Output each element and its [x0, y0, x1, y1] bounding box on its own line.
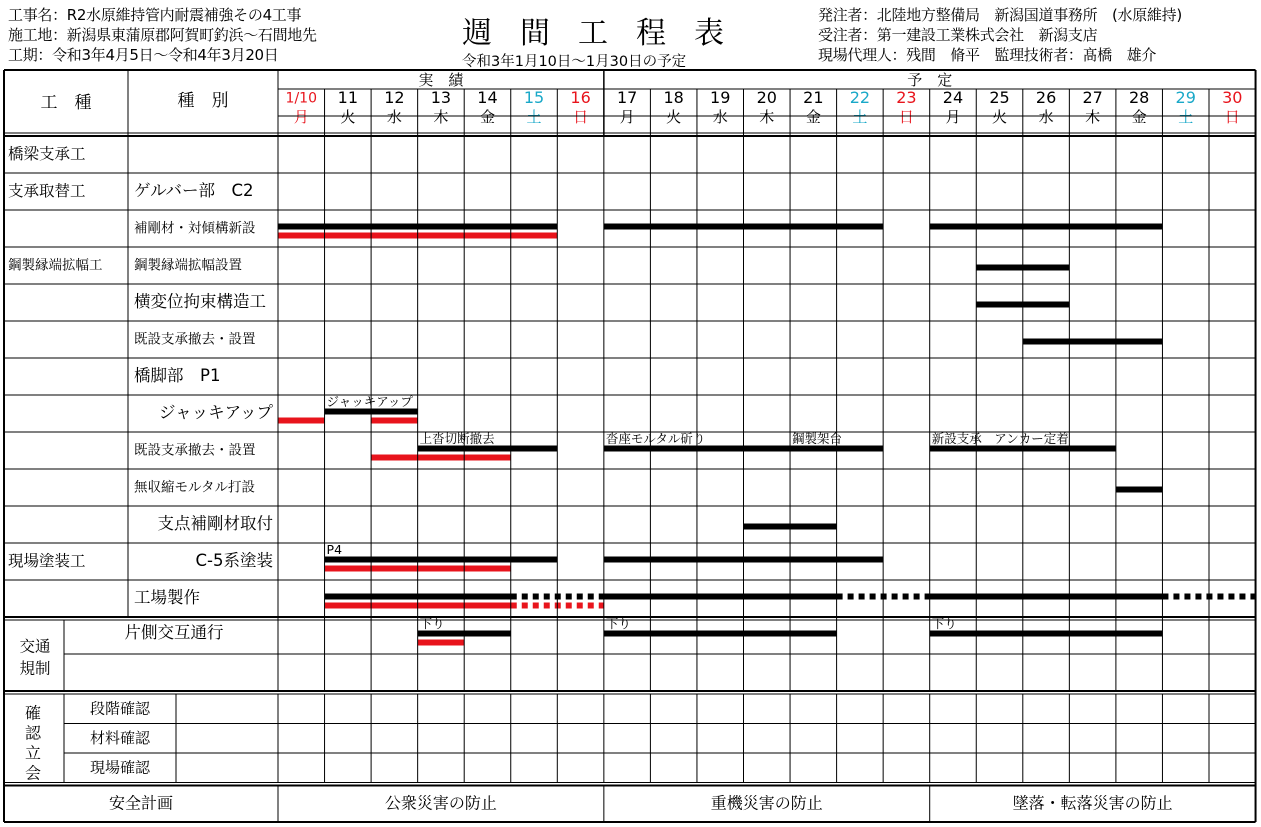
row-work-type: 橋梁支承工	[8, 145, 86, 163]
traffic-group-label: 交通	[19, 637, 51, 656]
row-category: 横変位拘束構造工	[134, 292, 266, 311]
day-weekday-6: 日	[573, 108, 589, 126]
day-date-0: 1/10	[285, 90, 318, 107]
inspection-group-label: 会	[24, 763, 42, 783]
inspection-row-label: 段階確認	[89, 699, 151, 718]
column-header-actual: 実 績	[418, 71, 464, 89]
day-weekday-0: 月	[293, 108, 309, 126]
day-weekday-15: 火	[992, 108, 1008, 126]
day-date-1: 11	[337, 88, 359, 107]
day-weekday-10: 木	[759, 108, 775, 126]
column-header-work-type: 工 種	[40, 93, 92, 113]
day-weekday-17: 木	[1085, 108, 1101, 126]
row-category: 工場製作	[134, 588, 200, 607]
day-weekday-13: 日	[898, 108, 914, 126]
safety-item: 墜落・転落災害の防止	[1012, 793, 1173, 813]
safety-item: 重機災害の防止	[710, 793, 823, 813]
day-date-11: 21	[803, 88, 824, 107]
inspection-row-label: 現場確認	[89, 758, 151, 777]
day-date-20: 30	[1222, 88, 1243, 107]
day-date-10: 20	[756, 88, 777, 107]
inspection-group-label: 立	[24, 743, 42, 763]
day-date-2: 12	[384, 88, 405, 107]
row-category: 鋼製縁端拡幅設置	[134, 257, 242, 274]
day-weekday-11: 金	[805, 108, 821, 126]
day-weekday-19: 土	[1178, 108, 1194, 126]
day-weekday-5: 土	[526, 108, 542, 126]
bar-label: 下り	[931, 616, 957, 631]
bar-label: 新設支承 アンカー定着	[931, 431, 1069, 446]
day-weekday-12: 土	[852, 108, 868, 126]
day-date-6: 16	[570, 88, 591, 107]
day-date-9: 19	[710, 88, 731, 107]
row-work-type: 鋼製縁端拡幅工	[8, 257, 103, 274]
column-header-category: 種 別	[177, 91, 229, 111]
row-category: ジャッキアップ	[158, 403, 273, 422]
day-weekday-8: 火	[666, 108, 682, 126]
day-weekday-3: 木	[433, 108, 449, 126]
day-date-17: 27	[1082, 88, 1103, 107]
bar-label: 下り	[605, 616, 631, 631]
header-contractor: 受注者：第一建設工業株式会社 新潟支店	[818, 26, 1098, 44]
row-work-type: 現場塗装工	[8, 552, 86, 570]
day-date-3: 13	[430, 88, 452, 107]
row-category: C-5系塗装	[195, 551, 273, 570]
row-category: 無収縮モルタル打設	[134, 479, 255, 496]
day-date-13: 23	[896, 88, 917, 107]
inspection-group-label: 確	[24, 703, 42, 723]
day-date-12: 22	[849, 88, 871, 107]
day-weekday-1: 火	[340, 108, 356, 126]
header-location: 施工地：新潟県東蒲原郡阿賀町釣浜～石間地先	[8, 26, 317, 44]
document-title: 週間工程表	[462, 16, 752, 51]
bar-label: ジャッキアップ	[326, 394, 413, 409]
header-client: 発注者：北陸地方整備局 新潟国道事務所 (水原維持)	[818, 6, 1182, 24]
day-date-4: 14	[477, 88, 498, 107]
inspection-group-label: 認	[24, 723, 42, 743]
row-category: 既設支承撤去・設置	[134, 331, 256, 348]
day-date-14: 24	[942, 88, 964, 107]
bar-label: 鋼製架台	[792, 431, 843, 446]
bar-label: P4	[326, 542, 343, 557]
header-period: 工期：令和3年4月5日～令和4年3月20日	[8, 46, 279, 64]
bar-label: 沓座モルタル斫り	[605, 431, 706, 446]
day-date-18: 28	[1128, 88, 1150, 107]
day-weekday-20: 日	[1224, 108, 1240, 126]
day-weekday-7: 月	[619, 108, 635, 126]
row-category: ゲルバー部 C2	[134, 181, 254, 200]
day-weekday-4: 金	[479, 108, 495, 126]
header-project-name: 工事名：R2水原維持管内耐震補強その4工事	[8, 6, 302, 24]
header-manager: 現場代理人：残間 脩平 監理技術者：髙橋 雄介	[818, 46, 1157, 64]
day-weekday-16: 水	[1038, 108, 1054, 126]
day-date-8: 18	[663, 88, 684, 107]
inspection-row-label: 材料確認	[89, 728, 151, 747]
day-weekday-14: 月	[945, 108, 961, 126]
traffic-group-label: 規制	[19, 659, 51, 678]
row-category: 補剛材・対傾構新設	[134, 220, 256, 237]
bar-label: 下り	[419, 616, 445, 631]
day-date-16: 26	[1035, 88, 1057, 107]
day-date-7: 17	[616, 88, 638, 107]
day-date-15: 25	[989, 88, 1010, 107]
row-category: 橋脚部 P1	[134, 366, 221, 385]
traffic-row-category: 片側交互通行	[124, 623, 224, 642]
row-work-type: 支承取替工	[8, 182, 86, 200]
day-weekday-2: 水	[386, 108, 402, 126]
row-category: 既設支承撤去・設置	[134, 442, 256, 459]
safety-item: 公衆災害の防止	[384, 793, 497, 813]
safety-label: 安全計画	[108, 793, 174, 813]
row-category: 支点補剛材取付	[157, 514, 273, 533]
day-weekday-18: 金	[1131, 108, 1147, 126]
column-header-planned: 予 定	[907, 71, 953, 89]
day-date-5: 15	[523, 88, 545, 107]
bar-label: 上沓切断撤去	[419, 431, 495, 446]
day-weekday-9: 水	[712, 108, 728, 126]
document-subtitle: 令和3年1月10日～1月30日の予定	[462, 54, 687, 70]
day-date-19: 29	[1175, 88, 1196, 107]
